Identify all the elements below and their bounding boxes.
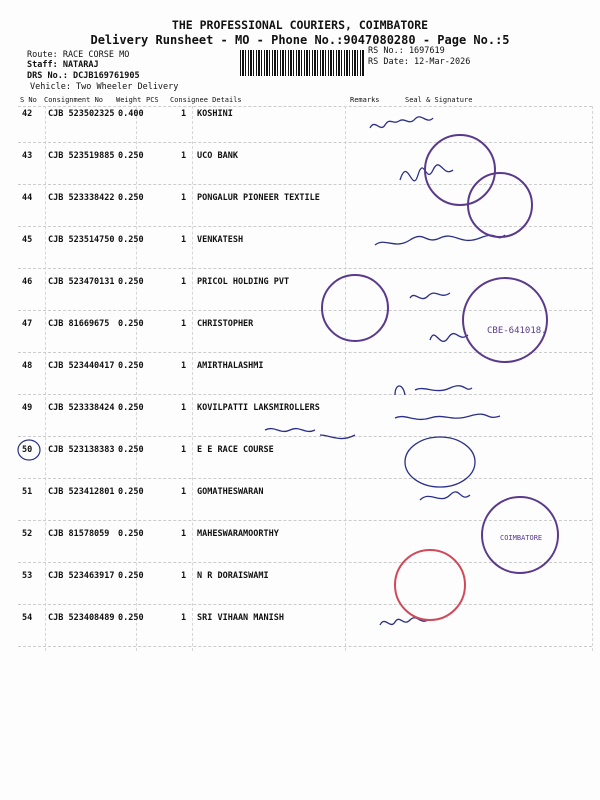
- cell-name: GOMATHESWARAN: [197, 487, 264, 497]
- cell-pcs: 1: [181, 403, 187, 413]
- signature-46: [410, 293, 450, 299]
- staff: Staff: NATARAJ: [27, 60, 99, 70]
- cell-wt: 0.250: [118, 445, 144, 455]
- cell-pcs: 1: [181, 109, 187, 119]
- cell-name: PONGALUR PIONEER TEXTILE: [197, 193, 320, 203]
- signature-50: [405, 437, 475, 487]
- col-remarks: Remarks: [350, 96, 380, 104]
- stamp-appasamy: [463, 278, 547, 362]
- col-consignee: Consignee Details: [170, 96, 242, 104]
- cell-name: E E RACE COURSE: [197, 445, 274, 455]
- rs-no: RS No.: 1697619: [368, 46, 445, 56]
- cell-sno: 44: [22, 193, 33, 203]
- cell-cn: CJB 523338422: [48, 193, 115, 203]
- cell-sno: 53: [22, 571, 33, 581]
- cell-cn: CJB 523463917: [48, 571, 115, 581]
- route: Route: RACE CORSE MO: [27, 50, 130, 60]
- signature-47: [430, 334, 468, 342]
- cell-sno: 48: [22, 361, 33, 371]
- company-title: THE PROFESSIONAL COURIERS, COIMBATORE: [171, 18, 429, 32]
- cell-pcs: 1: [181, 445, 187, 455]
- signature-42: [370, 117, 433, 128]
- cell-wt: 0.250: [118, 235, 144, 245]
- cell-name: UCO BANK: [197, 151, 238, 161]
- cell-wt: 0.250: [118, 277, 144, 287]
- svg-text:CBE-641018.: CBE-641018.: [487, 326, 547, 336]
- cell-sno: 51: [22, 487, 33, 497]
- cell-wt: 0.250: [118, 529, 144, 539]
- col-pcs: PCS: [146, 96, 159, 104]
- signature-48: [395, 386, 472, 395]
- cell-sno: 49: [22, 403, 33, 413]
- signature-51: [420, 492, 470, 500]
- cell-sno: 46: [22, 277, 33, 287]
- cell-name: AMIRTHALASHMI: [197, 361, 264, 371]
- signature-50-remark: [265, 429, 355, 439]
- cell-sno: 42: [22, 109, 33, 119]
- cell-name: N R DORAISWAMI: [197, 571, 269, 581]
- cell-wt: 0.250: [118, 151, 144, 161]
- cell-cn: CJB 523412801: [48, 487, 115, 497]
- cell-name: CHRISTOPHER: [197, 319, 254, 329]
- cell-name: KOVILPATTI LAKSMIROLLERS: [197, 403, 320, 413]
- col-weight: Weight: [116, 96, 142, 104]
- cell-cn: CJB 523338424: [48, 403, 115, 413]
- cell-sno: 52: [22, 529, 33, 539]
- cell-wt: 0.250: [118, 571, 144, 581]
- rs-date: RS Date: 12-Mar-2026: [368, 57, 471, 67]
- col-consignment: Consignment No: [44, 96, 104, 104]
- cell-sno: 54: [22, 613, 33, 623]
- cell-pcs: 1: [181, 361, 187, 371]
- cell-cn: CJB 523440417: [48, 361, 115, 371]
- vehicle: Vehicle: Two Wheeler Delivery: [30, 82, 179, 92]
- cell-name: SRI VIHAAN MANISH: [197, 613, 284, 623]
- stamp-pongalur: [468, 173, 532, 237]
- cell-sno: 50: [22, 445, 33, 455]
- cell-pcs: 1: [181, 487, 187, 497]
- cell-cn: CJB 523470131: [48, 277, 115, 287]
- cell-pcs: 1: [181, 319, 187, 329]
- cell-sno: 47: [22, 319, 33, 329]
- stamp-uco-bank: [425, 135, 495, 205]
- stamp-pricol: [322, 275, 388, 341]
- signature-45: [375, 235, 505, 245]
- cell-name: MAHESWARAMOORTHY: [197, 529, 279, 539]
- signature-49: [395, 414, 500, 419]
- cell-pcs: 1: [181, 193, 187, 203]
- svg-text:COIMBATORE: COIMBATORE: [500, 534, 543, 542]
- annotation-circle: [18, 440, 40, 460]
- cell-wt: 0.250: [118, 319, 144, 329]
- cell-sno: 43: [22, 151, 33, 161]
- col-sno: S No: [20, 96, 37, 104]
- cell-name: VENKATESH: [197, 235, 244, 245]
- cell-wt: 0.250: [118, 487, 144, 497]
- cell-cn: CJB 523408489: [48, 613, 115, 623]
- cell-cn: CJB 81578059: [48, 529, 110, 539]
- cell-cn: CJB 523502325: [48, 109, 115, 119]
- cell-cn: CJB 523519885: [48, 151, 115, 161]
- runsheet-subtitle: Delivery Runsheet - MO - Phone No.:9047080280 - Page No.:5: [90, 33, 510, 47]
- cell-wt: 0.250: [118, 193, 144, 203]
- cell-wt: 0.250: [118, 613, 144, 623]
- cell-wt: 0.250: [118, 403, 144, 413]
- col-seal: Seal & Signature: [405, 96, 473, 104]
- cell-wt: 0.250: [118, 361, 144, 371]
- drs-no: DRS No.: DCJB169761905: [27, 71, 140, 81]
- cell-sno: 45: [22, 235, 33, 245]
- cell-name: PRICOL HOLDING PVT: [197, 277, 290, 287]
- cell-pcs: 1: [181, 613, 187, 623]
- cell-cn: CJB 523514750: [48, 235, 115, 245]
- cell-pcs: 1: [181, 235, 187, 245]
- cell-cn: CJB 523138383: [48, 445, 115, 455]
- cell-pcs: 1: [181, 529, 187, 539]
- stamp-doraiswami: [395, 550, 465, 620]
- cell-cn: CJB 81669675: [48, 319, 110, 329]
- cell-pcs: 1: [181, 151, 187, 161]
- cell-pcs: 1: [181, 571, 187, 581]
- cell-pcs: 1: [181, 277, 187, 287]
- cell-name: KOSHINI: [197, 109, 233, 119]
- cell-wt: 0.400: [118, 109, 144, 119]
